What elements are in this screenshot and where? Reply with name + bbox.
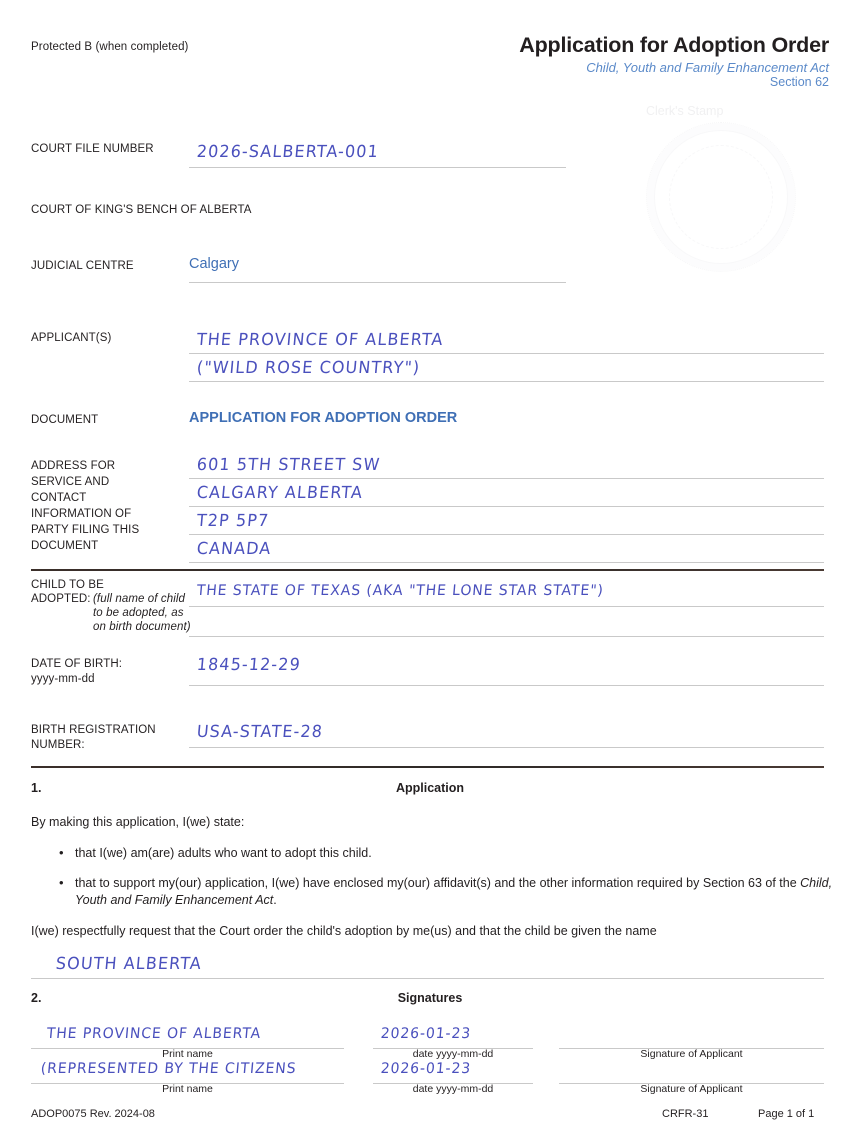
address-label-line-3: CONTACT bbox=[31, 492, 87, 504]
signature-row-1-date[interactable]: 2026-01-23 bbox=[380, 1025, 472, 1042]
application-bullet-list bbox=[55, 845, 845, 922]
application-bullet-2-text: that to support my(our) application, I(we) have enclosed my(our) affidavit(s) and the other information required by Section 63 of the bbox=[75, 876, 801, 890]
address-rule-4 bbox=[189, 562, 824, 563]
signature-row-1-print-name-caption: Print name bbox=[162, 1048, 213, 1060]
act-section: Section 62 bbox=[769, 75, 829, 89]
seal-icon bbox=[646, 122, 796, 272]
application-bullet-2-period: . bbox=[273, 893, 277, 907]
child-label-line-1: CHILD TO BE bbox=[31, 579, 104, 591]
list-item bbox=[55, 875, 845, 909]
address-rule-3 bbox=[189, 534, 824, 535]
footer-form-id: ADOP0075 Rev. 2024-08 bbox=[31, 1108, 155, 1120]
signature-row-2-print-name-caption: Print name bbox=[162, 1083, 213, 1095]
document-value: APPLICATION FOR ADOPTION ORDER bbox=[189, 410, 458, 426]
applicants-label: APPLICANT(S) bbox=[31, 332, 112, 344]
address-label-line-2: SERVICE AND bbox=[31, 476, 110, 488]
protected-b-label: Protected B (when completed) bbox=[31, 41, 189, 53]
birth-registration-value[interactable]: USA-STATE-28 bbox=[196, 721, 324, 741]
date-of-birth-label: DATE OF BIRTH: bbox=[31, 658, 123, 670]
clerks-stamp-label: Clerk's Stamp bbox=[646, 104, 724, 118]
clerks-stamp-watermark bbox=[628, 100, 848, 290]
signature-row-2-date-caption: date yyyy-mm-dd bbox=[412, 1083, 494, 1095]
birth-registration-label-line-1: BIRTH REGISTRATION bbox=[31, 724, 156, 736]
application-request: I(we) respectfully request that the Court order the child's adoption by me(us) and that the child be given the name bbox=[31, 924, 657, 938]
judicial-centre-label: JUDICIAL CENTRE bbox=[31, 260, 134, 272]
signature-row-2-signature-caption: Signature of Applicant bbox=[640, 1083, 743, 1095]
section-divider-child bbox=[31, 569, 824, 571]
court-file-number-value[interactable]: 2026-SALBERTA-001 bbox=[196, 141, 380, 161]
signature-row-1-date-caption: date yyyy-mm-dd bbox=[412, 1048, 494, 1060]
child-label-text: ADOPTED: bbox=[31, 593, 91, 605]
address-label-line-4: INFORMATION OF bbox=[31, 508, 132, 520]
court-file-number-label: COURT FILE NUMBER bbox=[31, 143, 154, 155]
requested-name-rule bbox=[31, 978, 824, 979]
footer-page-number: Page 1 of 1 bbox=[758, 1108, 815, 1120]
court-name-label: COURT OF KING'S BENCH OF ALBERTA bbox=[31, 204, 252, 216]
address-label-line-6: DOCUMENT bbox=[31, 540, 99, 552]
section-divider-application bbox=[31, 766, 824, 768]
act-subtitle: Child, Youth and Family Enhancement Act bbox=[586, 60, 829, 75]
court-file-number-rule bbox=[189, 167, 566, 168]
address-label-line-1: ADDRESS FOR bbox=[31, 460, 116, 472]
address-value-line-2[interactable]: CALGARY ALBERTA bbox=[196, 482, 364, 502]
page-title: Application for Adoption Order bbox=[519, 33, 829, 57]
application-bullet-1-text: that I(we) am(are) adults who want to adopt this child. bbox=[75, 846, 372, 860]
list-item bbox=[55, 845, 845, 862]
application-bullet-2-act: Child, Youth and Family Enhancement Act bbox=[75, 876, 833, 907]
section-1-number: 1. bbox=[31, 781, 42, 795]
address-rule-2 bbox=[189, 506, 824, 507]
date-of-birth-format-hint: yyyy-mm-dd bbox=[31, 673, 95, 685]
child-value[interactable]: THE STATE OF TEXAS (AKA "THE LONE STAR STATE") bbox=[196, 582, 605, 599]
application-intro: By making this application, I(we) state: bbox=[31, 815, 245, 829]
document-label: DOCUMENT bbox=[31, 414, 99, 426]
address-rule-1 bbox=[189, 478, 824, 479]
date-of-birth-rule bbox=[189, 685, 824, 686]
applicants-value-line-1[interactable]: THE PROVINCE OF ALBERTA bbox=[196, 329, 445, 349]
date-of-birth-value[interactable]: 1845-12-29 bbox=[196, 654, 302, 674]
section-1-title: Application bbox=[395, 781, 465, 795]
birth-registration-rule bbox=[189, 747, 824, 748]
section-2-title: Signatures bbox=[397, 991, 463, 1005]
judicial-centre-rule bbox=[189, 282, 566, 283]
signature-row-2-date[interactable]: 2026-01-23 bbox=[380, 1060, 472, 1077]
address-value-line-4[interactable]: CANADA bbox=[196, 538, 273, 558]
address-value-line-3[interactable]: T2P 5P7 bbox=[196, 510, 271, 530]
address-label-line-5: PARTY FILING THIS bbox=[31, 524, 140, 536]
child-label-hint: (full name of child to be adopted, as on birth document) bbox=[93, 593, 191, 633]
child-rule-2 bbox=[189, 636, 824, 637]
birth-registration-label-line-2: NUMBER: bbox=[31, 739, 85, 751]
signature-row-1-print-name[interactable]: THE PROVINCE OF ALBERTA bbox=[46, 1025, 262, 1042]
child-rule-1 bbox=[189, 606, 824, 607]
footer-code: CRFR-31 bbox=[662, 1108, 709, 1120]
signature-row-1-signature-caption: Signature of Applicant bbox=[640, 1048, 743, 1060]
signature-row-2-print-name[interactable]: (REPRESENTED BY THE CITIZENS bbox=[40, 1060, 298, 1077]
child-label-line-2 bbox=[31, 592, 91, 607]
section-2-number: 2. bbox=[31, 991, 42, 1005]
applicants-rule-1 bbox=[189, 353, 824, 354]
address-value-line-1[interactable]: 601 5TH STREET SW bbox=[196, 454, 382, 474]
requested-name-value[interactable]: SOUTH ALBERTA bbox=[55, 953, 203, 973]
applicants-value-line-2[interactable]: ("WILD ROSE COUNTRY") bbox=[196, 357, 422, 377]
applicants-rule-2 bbox=[189, 381, 824, 382]
judicial-centre-value[interactable]: Calgary bbox=[189, 256, 239, 272]
